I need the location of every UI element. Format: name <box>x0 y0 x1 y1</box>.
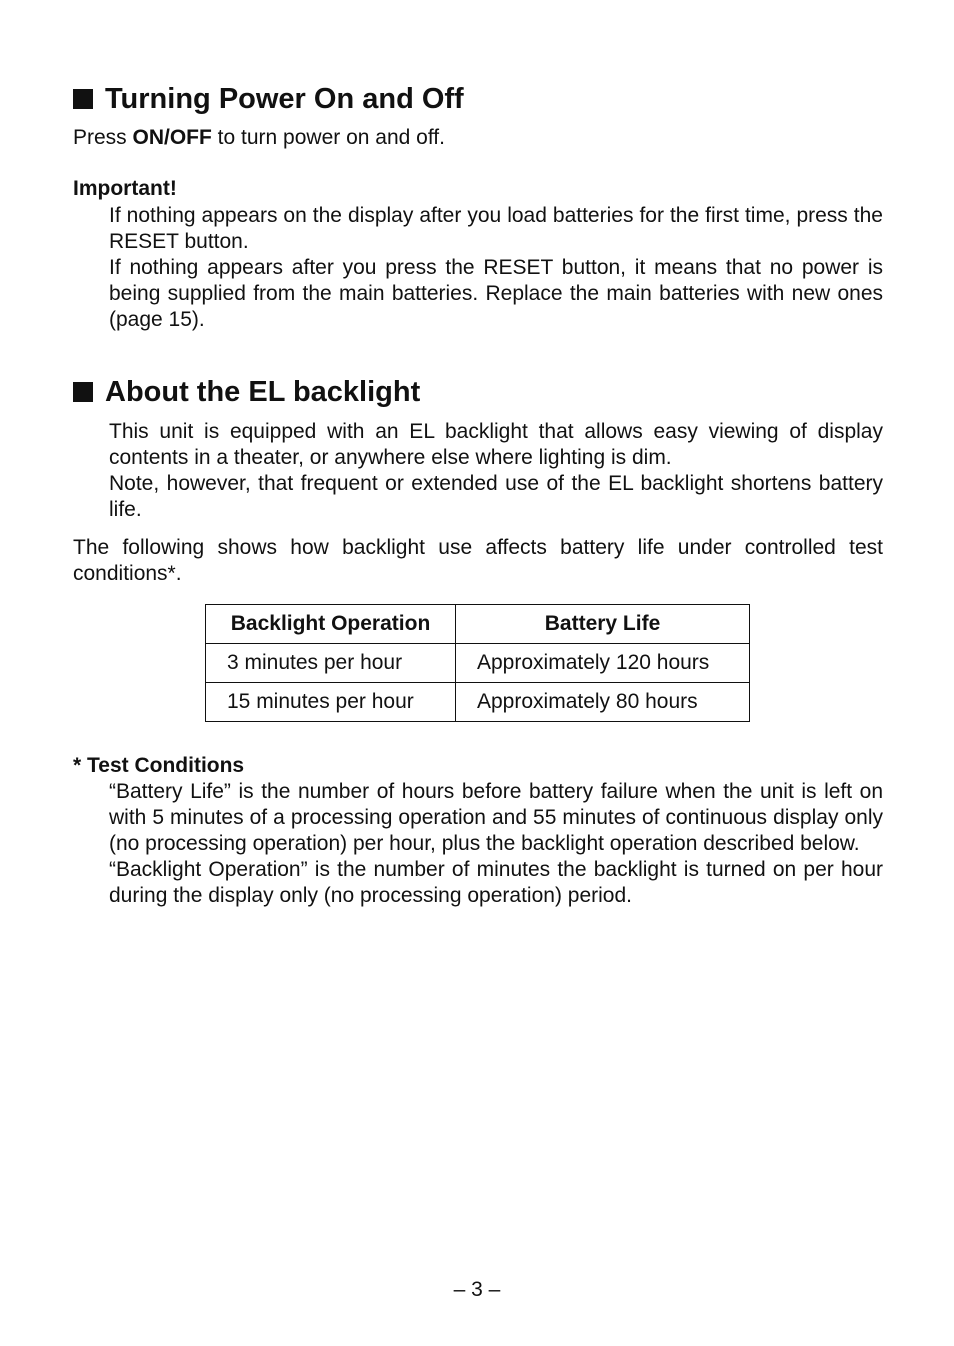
table-row <box>206 683 750 722</box>
table-row <box>206 644 750 683</box>
backlight-description <box>109 419 883 523</box>
page-number: – 3 – <box>453 1278 501 1301</box>
note-paragraph: If nothing appears after you press the RESET button, it means that no power is being supplied from the main batteries. Replace the main batteries with new ones (page 15). <box>109 256 883 331</box>
section-heading-power <box>73 82 464 116</box>
important-heading: Important! <box>73 177 177 200</box>
note-paragraph: If nothing appears on the display after you load batteries for the first time, press the RESET button. <box>109 204 883 253</box>
body-paragraph: Note, however, that frequent or extended use of the EL backlight shortens battery life. <box>109 472 883 521</box>
column-header: Battery Life <box>456 605 750 644</box>
instruction-text: Press <box>73 126 133 149</box>
section-title: About the EL backlight <box>105 376 421 408</box>
note-paragraph: “Battery Life” is the number of hours before battery failure when the unit is left on with 5 minutes of a processing operation and 55 minutes of continuous display only (no processing operation) per hour, plus the backlight operation described below. <box>109 780 883 855</box>
instruction-text: to turn power on and off. <box>211 126 445 149</box>
test-conditions-notes <box>109 779 883 909</box>
table-cell: Approximately 120 hours <box>456 644 750 683</box>
table-cell: Approximately 80 hours <box>456 683 750 722</box>
body-paragraph: This unit is equipped with an EL backlight that allows easy viewing of display contents in a theater, or anywhere else where lighting is dim. <box>109 420 883 469</box>
note-paragraph: “Backlight Operation” is the number of minutes the backlight is turned on per hour during the display only (no processing operation) period. <box>109 858 883 907</box>
square-bullet-icon <box>73 382 93 402</box>
table-cell: 15 minutes per hour <box>206 683 456 722</box>
important-notes <box>109 203 883 333</box>
power-instruction <box>73 125 445 151</box>
table-header-row <box>206 605 750 644</box>
square-bullet-icon <box>73 89 93 109</box>
test-conditions-heading: * Test Conditions <box>73 754 245 777</box>
table-cell: 3 minutes per hour <box>206 644 456 683</box>
table-intro: The following shows how backlight use affects battery life under controlled test conditions*. <box>73 536 883 585</box>
battery-life-table <box>205 604 750 722</box>
key-name: ON/OFF <box>132 126 212 149</box>
section-heading-backlight <box>73 375 420 409</box>
column-header: Backlight Operation <box>206 605 456 644</box>
section-title: Turning Power On and Off <box>105 83 464 115</box>
